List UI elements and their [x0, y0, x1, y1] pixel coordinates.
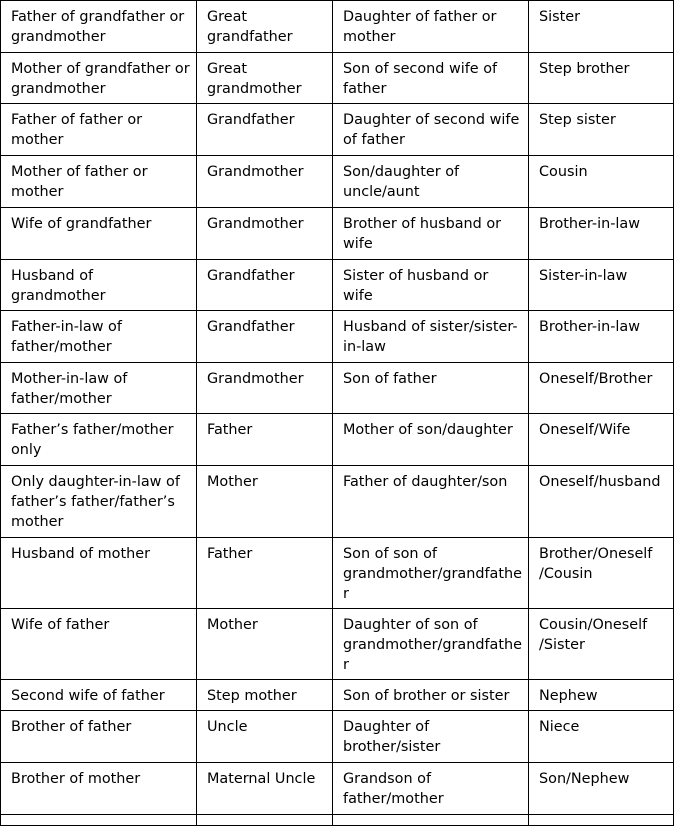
table-cell: Daughter of second wife of father	[333, 104, 529, 156]
table-cell: Great grandmother	[197, 53, 333, 104]
table-cell: Great grandfather	[197, 1, 333, 53]
table-cell: Step sister	[529, 104, 674, 156]
table-cell: Son of son of grandmother/grandfather	[333, 538, 529, 609]
table-cell: Grandmother	[197, 363, 333, 414]
table-row	[1, 260, 674, 311]
table-cell: Nephew	[529, 680, 674, 711]
table-cell: Daughter of father or mother	[333, 1, 529, 53]
table-cell: Father of father or mother	[1, 104, 197, 156]
table-cell: Mother-in-law of father/mother	[1, 363, 197, 414]
table-cell: Mother	[197, 609, 333, 680]
table-cell: Grandson of father/mother	[333, 763, 529, 815]
table-cell: Wife of father	[1, 609, 197, 680]
table-cell: Brother of father	[1, 711, 197, 763]
table-row	[1, 609, 674, 680]
table-cell: Brother of husband or wife	[333, 208, 529, 260]
table-cell: Sister-in-law	[529, 260, 674, 311]
table-cell: Grandmother	[197, 208, 333, 260]
table-cell: Daughter of brother/sister	[333, 711, 529, 763]
table-cell: Maternal Uncle	[197, 763, 333, 815]
table-cell: Daughter of son of grandmother/grandfather	[333, 609, 529, 680]
table-cell: Step brother	[529, 53, 674, 104]
table-cell: Son of father	[333, 363, 529, 414]
table-cell: Son of second wife of father	[333, 53, 529, 104]
table-cell: Husband of grandmother	[1, 260, 197, 311]
table-cell: Brother/Oneself /Cousin	[529, 538, 674, 609]
table-cell: Son of brother or sister	[333, 680, 529, 711]
table-cell: Brother of mother	[1, 763, 197, 815]
table-cell: Husband of mother	[1, 538, 197, 609]
table-cell: Father of daughter/son	[333, 466, 529, 538]
table-cell: Mother of son/daughter	[333, 414, 529, 466]
table-cell: Brother-in-law	[529, 311, 674, 363]
table-cell: Cousin/Oneself /Sister	[529, 609, 674, 680]
table-cell: Sister	[529, 1, 674, 53]
table-cell: Grandfather	[197, 260, 333, 311]
table-cell: Oneself/Brother	[529, 363, 674, 414]
table-row	[1, 763, 674, 815]
table-row	[1, 104, 674, 156]
table-row	[1, 311, 674, 363]
table-row-partial	[1, 815, 674, 826]
table-cell: Father	[197, 538, 333, 609]
table-row	[1, 711, 674, 763]
table-cell: Brother-in-law	[529, 208, 674, 260]
table-cell: Oneself/husband	[529, 466, 674, 538]
table-cell: Second wife of father	[1, 680, 197, 711]
table-cell: Mother of grandfather or grandmother	[1, 53, 197, 104]
table-cell: Sister of husband or wife	[333, 260, 529, 311]
table-cell: Grandfather	[197, 104, 333, 156]
table-cell: Only daughter-in-law of father’s father/father’s mother	[1, 466, 197, 538]
table-cell: Cousin	[529, 156, 674, 208]
table-row	[1, 53, 674, 104]
table-cell: Mother	[197, 466, 333, 538]
table-cell: Mother of father or mother	[1, 156, 197, 208]
table-row	[1, 156, 674, 208]
table-cell: Step mother	[197, 680, 333, 711]
table-cell: Grandfather	[197, 311, 333, 363]
table-cell: Father of grandfather or grandmother	[1, 1, 197, 53]
table-cell: Oneself/Wife	[529, 414, 674, 466]
table-row	[1, 466, 674, 538]
table-cell: Father’s father/mother only	[1, 414, 197, 466]
table-row	[1, 1, 674, 53]
table-cell: Niece	[529, 711, 674, 763]
table-row	[1, 414, 674, 466]
table-cell: Grandmother	[197, 156, 333, 208]
table-cell: Son/Nephew	[529, 763, 674, 815]
table-row	[1, 363, 674, 414]
table-row	[1, 208, 674, 260]
table-cell: Son/daughter of uncle/aunt	[333, 156, 529, 208]
table-row	[1, 680, 674, 711]
table-cell: Uncle	[197, 711, 333, 763]
table-row	[1, 538, 674, 609]
table-cell: Father-in-law of father/mother	[1, 311, 197, 363]
table-cell: Husband of sister/sister-in-law	[333, 311, 529, 363]
table-cell: Father	[197, 414, 333, 466]
table-cell: Wife of grandfather	[1, 208, 197, 260]
